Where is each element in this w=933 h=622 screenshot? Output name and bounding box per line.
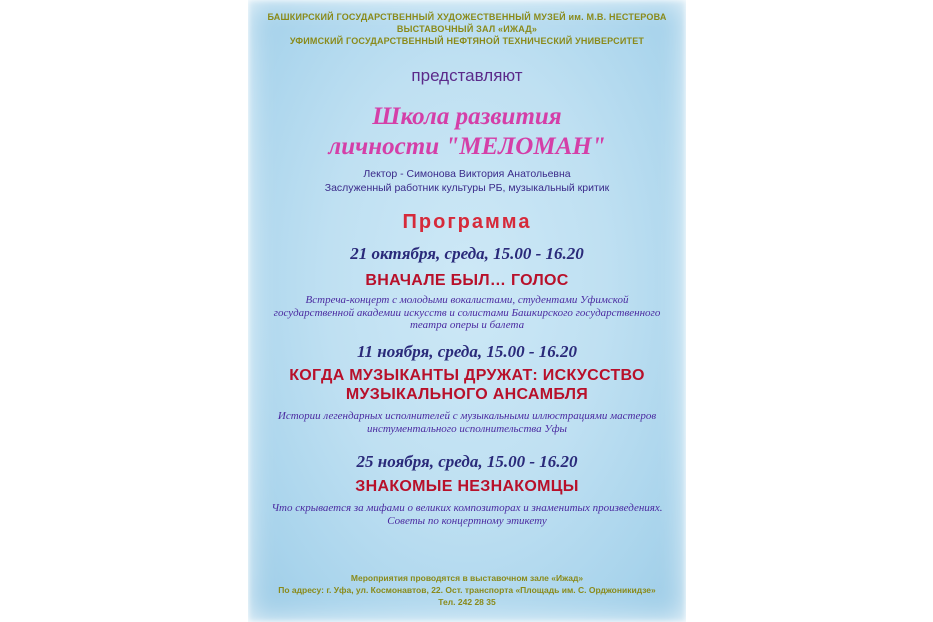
event-title-line: ЗНАКОМЫЕ НЕЗНАКОМЦЫ	[355, 478, 579, 495]
school-title-line2: личности "МЕЛОМАН"	[328, 133, 606, 160]
event-title-line: ВНАЧАЛЕ БЫЛ… ГОЛОС	[365, 272, 569, 289]
event-title	[248, 366, 686, 404]
footer-info	[248, 572, 686, 608]
program-heading: Программа	[402, 211, 532, 233]
footer-address: По адресу: г. Уфа, ул. Космонавтов, 22. Ост. транспорта «Площадь им. С. Орджоникидзе»	[278, 585, 656, 595]
event-title-line: МУЗЫКАЛЬНОГО АНСАМБЛЯ	[345, 386, 589, 403]
event-title	[248, 271, 686, 290]
organizers-header	[248, 11, 686, 47]
lector-info	[248, 167, 686, 195]
present-text: представляют	[411, 66, 523, 85]
poster	[248, 0, 686, 622]
event-title	[248, 477, 686, 496]
event-description: Истории легендарных исполнителей с музыкальными иллюстрациями мастеров инстументального исполнительства Уфы	[277, 410, 657, 435]
event-title-line: КОГДА МУЗЫКАНТЫ ДРУЖАТ: ИСКУССТВО	[289, 367, 645, 384]
organizer-museum: БАШКИРСКИЙ ГОСУДАРСТВЕННЫЙ ХУДОЖЕСТВЕННЫЙ МУЗЕЙ им. М.В. НЕСТЕРОВА	[267, 12, 667, 22]
event-description: Встреча-концерт с молодыми вокалистами, студентами Уфимской государственной академии искусств и солистами Башкирского государственного театра оперы и балета	[273, 294, 661, 331]
organizer-university: УФИМСКИЙ ГОСУДАРСТВЕННЫЙ НЕФТЯНОЙ ТЕХНИЧЕСКИЙ УНИВЕРСИТЕТ	[289, 36, 645, 46]
event-date: 21 октября, среда, 15.00 - 16.20	[350, 244, 584, 263]
lector-name: Лектор - Симонова Виктория Анатольевна	[363, 168, 571, 180]
school-title	[248, 102, 686, 162]
school-title-line1: Школа развития	[372, 103, 562, 130]
lector-title: Заслуженный работник культуры РБ, музыкальный критик	[324, 182, 610, 194]
event-date: 11 ноября, среда, 15.00 - 16.20	[356, 342, 578, 361]
organizer-hall: ВЫСТАВОЧНЫЙ ЗАЛ «ИЖАД»	[396, 24, 538, 34]
footer-phone: Тел. 242 28 35	[438, 597, 496, 607]
event-description: Что скрывается за мифами о великих композиторах и знаменитых произведениях. Советы по концертному этикету	[271, 502, 663, 527]
event-date: 25 ноября, среда, 15.00 - 16.20	[356, 452, 578, 471]
footer-venue: Мероприятия проводятся в выставочном зале «Ижад»	[350, 573, 584, 583]
